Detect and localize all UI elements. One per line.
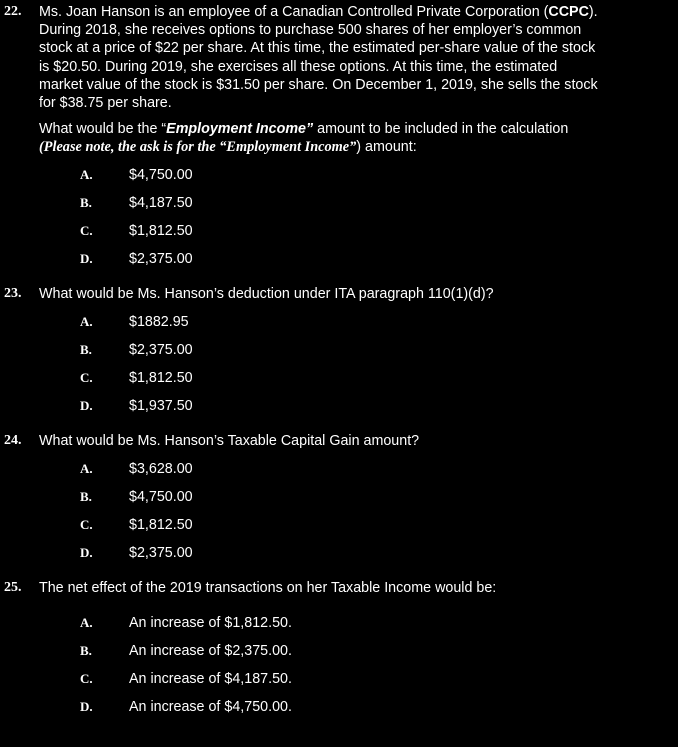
option-letter: D. xyxy=(80,545,93,560)
option-value: An increase of $4,187.50. xyxy=(129,671,292,687)
option-c[interactable] xyxy=(0,516,678,534)
prompt-note: (Please note, the ask is for the “Employment Income” xyxy=(39,139,357,156)
option-letter: A. xyxy=(80,615,93,630)
ccpc-abbreviation: CCPC xyxy=(548,4,589,20)
option-letter: B. xyxy=(80,342,92,357)
option-letter: D. xyxy=(80,251,93,266)
option-value: An increase of $4,750.00. xyxy=(129,699,292,715)
option-a[interactable] xyxy=(0,313,678,331)
option-d[interactable] xyxy=(0,397,678,415)
option-value: An increase of $1,812.50. xyxy=(129,615,292,631)
option-letter: A. xyxy=(80,167,93,182)
option-value: $1,812.50 xyxy=(129,370,193,386)
question-line-tail: ). xyxy=(588,4,598,20)
question-number: 23. xyxy=(4,286,22,301)
question-text xyxy=(39,3,629,112)
option-value: An increase of $2,375.00. xyxy=(129,643,292,659)
option-letter: C. xyxy=(80,370,93,385)
prompt-text: ) amount: xyxy=(356,139,417,156)
option-value: $3,628.00 xyxy=(129,461,193,477)
option-letter: A. xyxy=(80,314,93,329)
option-value: $4,750.00 xyxy=(129,489,193,505)
option-b[interactable] xyxy=(0,341,678,359)
option-d[interactable] xyxy=(0,544,678,562)
option-d[interactable] xyxy=(0,698,678,716)
option-value: $2,375.00 xyxy=(129,342,193,358)
prompt-emphasis: Employment Income” xyxy=(166,121,314,137)
option-letter: B. xyxy=(80,489,92,504)
option-letter: B. xyxy=(80,195,92,210)
option-letter: D. xyxy=(80,699,93,714)
option-value: $1,812.50 xyxy=(129,223,193,239)
option-value: $1882.95 xyxy=(129,314,189,330)
prompt-text: amount to be included in the calculation xyxy=(313,121,569,137)
question-line: stock at a price of $22 per share. At this time, the estimated per-share value of the stock xyxy=(39,40,596,57)
option-letter: C. xyxy=(80,671,93,686)
option-a[interactable] xyxy=(0,460,678,478)
option-letter: C. xyxy=(80,223,93,238)
option-value: $4,187.50 xyxy=(129,195,193,211)
question-text: What would be Ms. Hanson’s Taxable Capital Gain amount? xyxy=(39,433,420,449)
option-b[interactable] xyxy=(0,194,678,212)
question-line: market value of the stock is $31.50 per share. On December 1, 2019, she sells the stock xyxy=(39,76,598,93)
option-c[interactable] xyxy=(0,369,678,387)
question-line: for $38.75 per share. xyxy=(39,95,172,112)
question-22-prompt xyxy=(39,120,639,156)
option-value: $1,812.50 xyxy=(129,517,193,533)
option-a[interactable] xyxy=(0,614,678,632)
option-value: $4,750.00 xyxy=(129,167,193,183)
question-text: The net effect of the 2019 transactions on her Taxable Income would be: xyxy=(39,580,497,596)
option-value: $1,937.50 xyxy=(129,398,193,414)
question-text: What would be Ms. Hanson’s deduction under ITA paragraph 110(1)(d)? xyxy=(39,286,494,302)
option-b[interactable] xyxy=(0,642,678,660)
option-c[interactable] xyxy=(0,670,678,688)
question-number: 22. xyxy=(4,4,22,19)
option-letter: A. xyxy=(80,461,93,476)
question-line: is $20.50. During 2019, she exercises all these options. At this time, the estimated xyxy=(39,58,558,75)
option-value: $2,375.00 xyxy=(129,545,193,561)
option-c[interactable] xyxy=(0,222,678,240)
question-number: 24. xyxy=(4,433,22,448)
option-letter: B. xyxy=(80,643,92,658)
option-letter: D. xyxy=(80,398,93,413)
option-b[interactable] xyxy=(0,488,678,506)
option-value: $2,375.00 xyxy=(129,251,193,267)
option-d[interactable] xyxy=(0,250,678,268)
prompt-text: What would be the “ xyxy=(39,121,167,137)
question-number: 25. xyxy=(4,580,22,595)
question-line: Ms. Joan Hanson is an employee of a Canadian Controlled Private Corporation ( xyxy=(39,4,549,20)
question-line: During 2018, she receives options to purchase 500 shares of her employer’s common xyxy=(39,22,582,39)
option-letter: C. xyxy=(80,517,93,532)
option-a[interactable] xyxy=(0,166,678,184)
